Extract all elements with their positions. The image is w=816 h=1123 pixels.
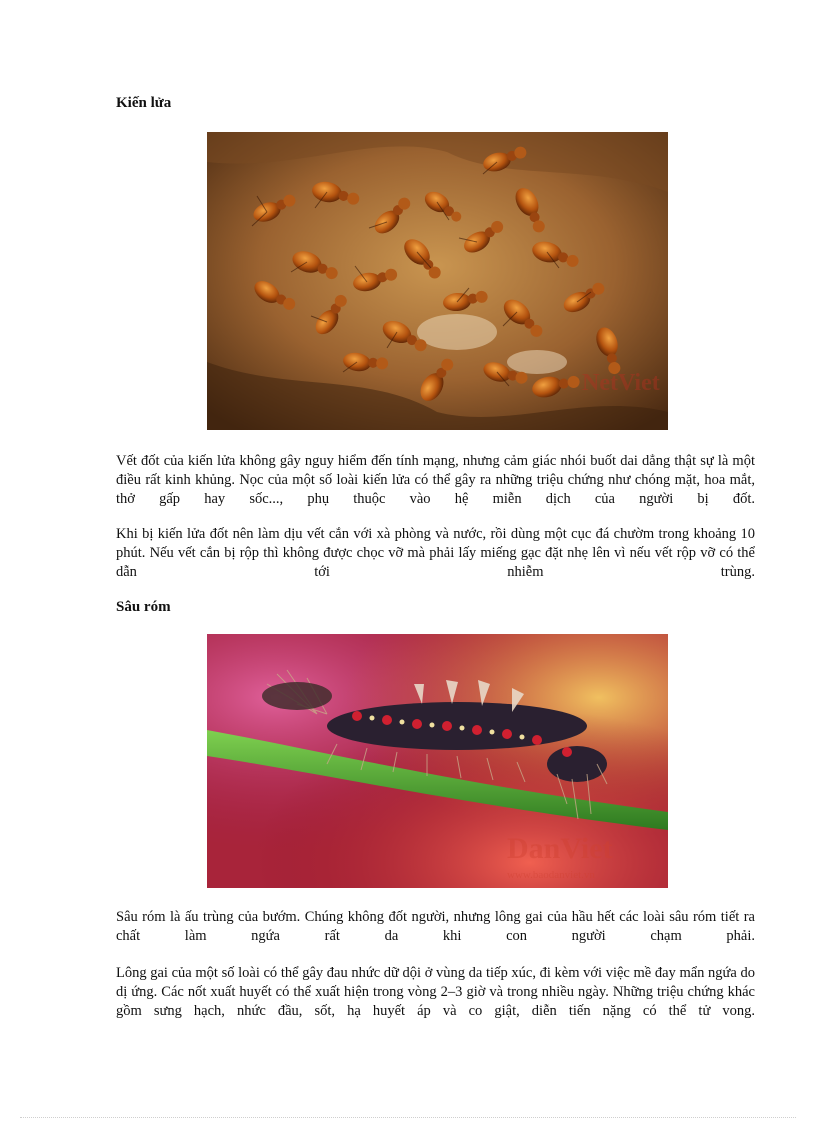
section-heading-caterpillar: Sâu róm (116, 599, 171, 615)
caterpillar-illustration (207, 634, 668, 888)
caterpillar-photo-watermark-url: www.baodanviet.vn (507, 869, 595, 881)
section-heading-fire-ants: Kiến lửa (116, 95, 172, 111)
caterpillar-paragraph-1: Sâu róm là ấu trùng của bướm. Chúng không đốt người, nhưng lông gai của hầu hết các loài sâu róm tiết ra chất làm ngứa rất da khi con người chạm phải. (116, 909, 755, 944)
fire-ants-paragraph-2: Khi bị kiến lửa đốt nên làm dịu vết cắn với xà phòng và nước, rồi dùng một cục đá chườm trong khoảng 10 phút. Nếu vết cắn bị rộp thì không được chọc vỡ mà phải lấy miếng gạc đặt nhẹ lên vì nếu vết rộp vỡ có thể dẫn tới nhiễm trùng. (116, 526, 755, 580)
caterpillar-photo-watermark: DanViet (507, 832, 613, 865)
ant-photo-watermark: NetViet (582, 370, 660, 396)
fire-ants-photo (207, 132, 668, 430)
fire-ants-paragraph-1: Vết đốt của kiến lửa không gây nguy hiểm đến tính mạng, nhưng cảm giác nhói buốt dai dẳng thật sự là một điều rất kinh khủng. Nọc của một số loài kiến lửa có thể gây ra những triệu chứng như chóng mặt, hoa mắt, thở gấp hay sốc..., phụ thuộc vào hệ miễn dịch của người bị đốt. (116, 453, 755, 507)
page-bottom-divider (20, 1117, 796, 1118)
caterpillar-paragraph-2: Lông gai của một số loài có thể gây đau nhức dữ dội ở vùng da tiếp xúc, đi kèm với việc mề đay mẩn ngứa do dị ứng. Các nốt xuất huyết có thể xuất hiện trong vòng 2–3 giờ và trong nhiều ngày. Những triệu chứng khác gồm sưng hạch, nhức đầu, sốt, hạ huyết áp và co giật, diễn tiến nặng có thể tử vong. (116, 965, 755, 1019)
fire-ants-illustration (207, 132, 668, 430)
caterpillar-photo (207, 634, 668, 888)
